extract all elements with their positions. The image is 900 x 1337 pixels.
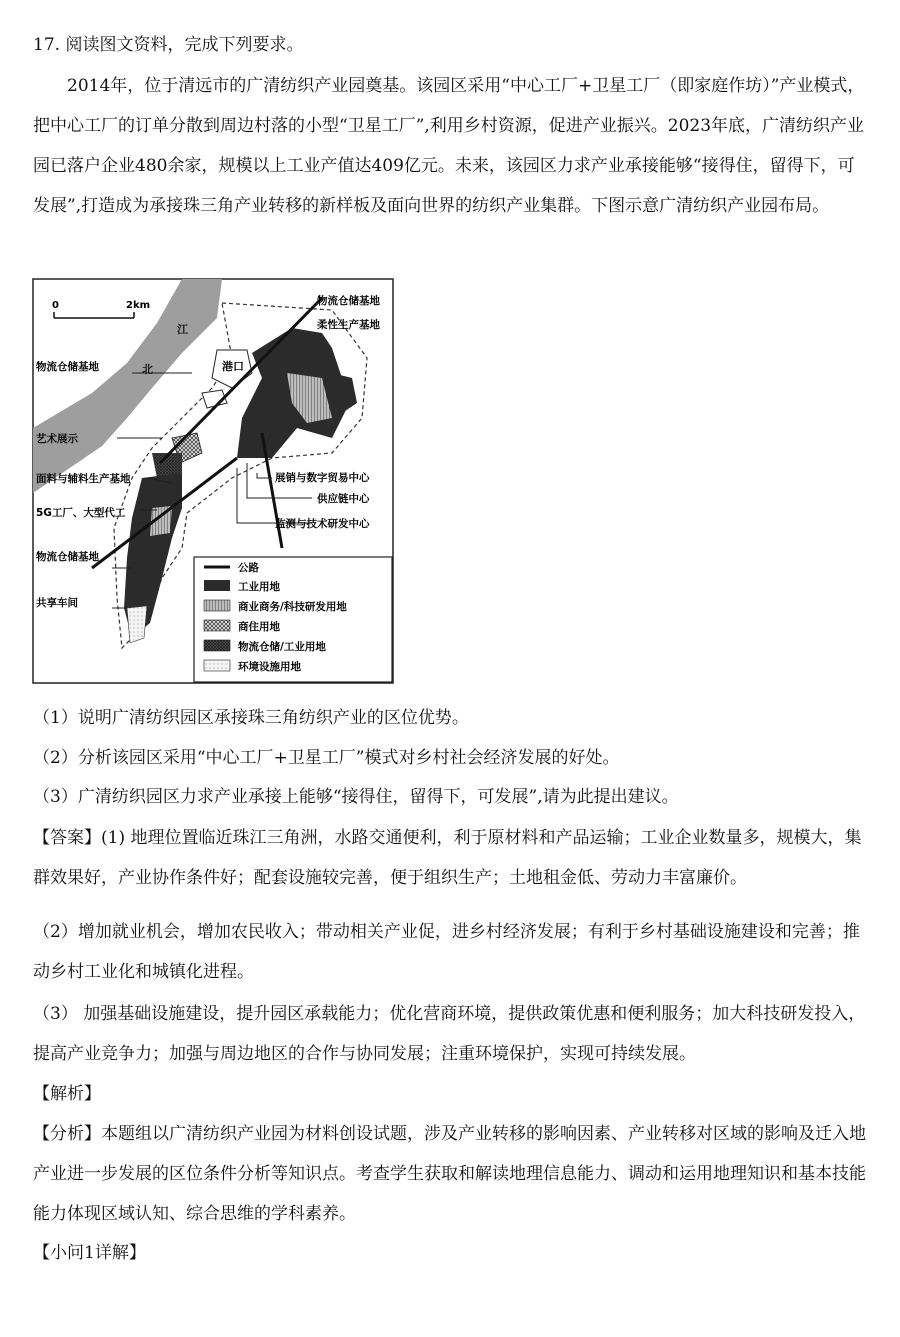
map-legend (194, 557, 392, 682)
answer-3: （3） 加强基础设施建设，提升园区承载能力；优化营商环境，提供政策优惠和便利服务；加大科技研发投入，提高产业竞争力；加强与周边地区的合作与协同发展；注重环境保护，实现可持续发展。 (33, 1004, 866, 1064)
scale-zero: 0 (52, 300, 59, 311)
legend-commercial-rnd-label: 商业商务/科技研发用地 (238, 601, 347, 613)
label-art-display: 艺术展示 (36, 433, 78, 445)
scale-end: 2km (126, 300, 151, 311)
answer-1: 【答案】(1) 地理位置临近珠江三角洲，水路交通便利，利于原材料和产品运输；工业企业数量多，规模大，集群效果好，产业协作条件好；配套设施较完善，便于组织生产；土地租金低、劳动力丰富廉价。 (33, 828, 862, 888)
label-testing-rnd: 监测与技术研发中心 (275, 518, 370, 530)
analysis-heading: 【解析】 (33, 1084, 101, 1104)
legend-industrial-label: 工业用地 (238, 581, 280, 593)
label-fabric-accessories: 面料与辅料生产基地 (36, 473, 131, 485)
river-label-1: 北 (142, 363, 153, 376)
question-title: 17. 阅读图文资料，完成下列要求。 (33, 35, 304, 55)
label-flexible-production: 柔性生产基地 (317, 319, 380, 331)
legend-logistics-industrial-label: 物流仓储/工业用地 (238, 641, 326, 653)
label-logistics-top-right: 物流仓储基地 (317, 295, 380, 307)
legend-commercial-rnd-swatch (204, 600, 230, 611)
label-logistics-lower-left: 物流仓储基地 (36, 551, 99, 563)
legend-road-label: 公路 (238, 562, 259, 574)
label-shared-workshop: 共享车间 (36, 597, 78, 609)
legend-commercial-residential-swatch (204, 620, 230, 631)
analysis-body: 【分析】本题组以广清纺织产业园为材料创设试题，涉及产业转移的影响因素、产业转移对区域的影响及迁入地产业进一步发展的区位条件分析等知识点。考查学生获取和解读地理信息能力、调动和运用地理知识和基本技能能力体现区域认知、综合思维的学科素养。 (33, 1124, 866, 1224)
river-label-2: 江 (177, 323, 188, 336)
label-5g-factory: 5G工厂、大型代工 (36, 507, 126, 519)
label-port: 港口 (222, 360, 244, 373)
legend-environmental-label: 环境设施用地 (238, 661, 301, 673)
sub-question-2: （2）分析该园区采用“中心工厂+卫星工厂”模式对乡村社会经济发展的好处。 (33, 748, 620, 768)
sub-question-1: （1）说明广清纺织园区承接珠三角纺织产业的区位优势。 (33, 708, 469, 728)
park-layout-map (32, 278, 394, 684)
sub-question-1-detail-heading: 【小问1详解】 (33, 1243, 146, 1263)
question-intro: 2014年，位于清远市的广清纺织产业园奠基。该园区采用“中心工厂+卫星工厂（即家庭作坊）”产业模式，把中心工厂的订单分散到周边村落的小型“卫星工厂”,利用乡村资源，促进产业振兴。2023年底，广清纺织产业园已落户企业480余家，规模以上工业产值达409亿元。未来，该园区力求产业承接能够“接得住，留得下，可发展”,打造成为承接珠三角产业转移的新样板及面向世界的纺织产业集群。下图示意广清纺织产业园布局。 (33, 76, 865, 216)
legend-logistics-industrial-swatch (204, 640, 230, 651)
legend-industrial-swatch (204, 580, 230, 591)
label-exhibition-trade: 展销与数字贸易中心 (275, 472, 370, 484)
answer-2: （2）增加就业机会，增加农民收入；带动相关产业促，进乡村经济发展；有利于乡村基础设施建设和完善；推动乡村工业化和城镇化进程。 (33, 922, 860, 982)
environmental-south-block (127, 606, 147, 643)
sub-question-3: （3）广清纺织园区力求产业承接上能够“接得住，留得下，可发展”,请为此提出建议。 (33, 787, 679, 807)
label-logistics-left: 物流仓储基地 (36, 361, 99, 373)
legend-environmental-swatch (204, 660, 230, 671)
legend-commercial-residential-label: 商住用地 (238, 621, 280, 633)
label-supply-chain: 供应链中心 (317, 493, 370, 505)
